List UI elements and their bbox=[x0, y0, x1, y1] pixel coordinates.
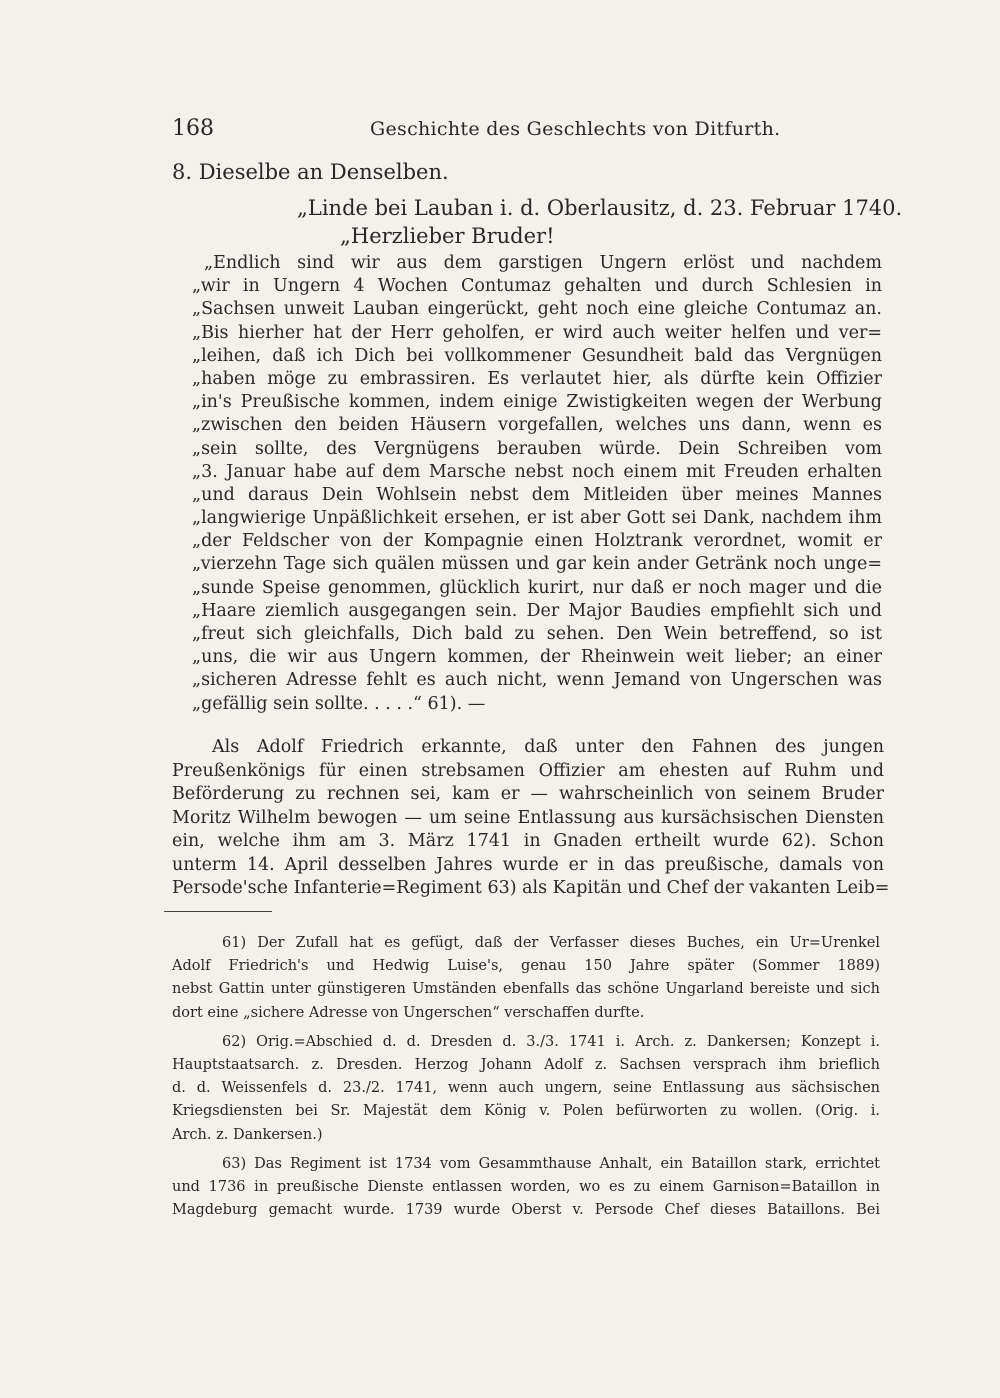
quote-line: „Endlich sind wir aus dem garstigen Ungern erlöst und nachdem bbox=[204, 253, 882, 273]
body-line: ein, welche ihm am 3. März 1741 in Gnaden ertheilt wurde 62). Schon bbox=[172, 831, 884, 851]
quote-line: „vierzehn Tage sich quälen müssen und gar kein ander Getränk noch unge= bbox=[192, 554, 882, 575]
footnotes bbox=[172, 932, 880, 1228]
footnote-line: und 1736 in preußische Dienste entlassen worden, wo es zu einem Garnison=Bataillon in bbox=[172, 1178, 880, 1195]
page-header bbox=[172, 116, 882, 152]
letter-heading: 8. Dieselbe an Denselben. bbox=[172, 160, 449, 184]
quote-line: „langwierige Unpäßlichkeit ersehen, er ist aber Gott sei Dank, nachdem ihm bbox=[192, 508, 882, 529]
quote-line: „Bis hierher hat der Herr geholfen, er wird auch weiter helfen und ver= bbox=[192, 322, 882, 343]
quote-line: „und daraus Dein Wohlsein nebst dem Mitleiden über meines Mannes bbox=[192, 484, 882, 505]
footnote-line: Hauptstaatsarch. z. Dresden. Herzog Johann Adolf z. Sachsen versprach ihm brieflich bbox=[172, 1056, 880, 1073]
letter-quote bbox=[192, 252, 882, 716]
quote-line: „haben möge zu embrassiren. Es verlautet hier, als dürfte kein Offizier bbox=[192, 368, 882, 389]
body-line: Preußenkönigs für einen strebsamen Offizier am ehesten auf Ruhm und bbox=[172, 760, 884, 781]
footnote-62 bbox=[172, 1031, 880, 1147]
quote-line: „der Feldscher von der Kompagnie einen Holztrank verordnet, womit er bbox=[192, 531, 882, 552]
quote-line: „Sachsen unweit Lauban eingerückt, geht noch eine gleiche Contumaz an. bbox=[192, 299, 882, 320]
footnote-line: 63) Das Regiment ist 1734 vom Gesammthause Anhalt, ein Bataillon stark, errichtet bbox=[222, 1155, 880, 1172]
body-line: unterm 14. April desselben Jahres wurde er in das preußische, damals von bbox=[172, 854, 884, 875]
body-paragraph bbox=[172, 736, 890, 901]
quote-line: „freut sich gleichfalls, Dich bald zu sehen. Den Wein betreffend, so ist bbox=[192, 624, 882, 644]
footnote-line: Magdeburg gemacht wurde. 1739 wurde Oberst v. Persode Chef dieses Bataillons. Bei bbox=[172, 1202, 880, 1219]
footnote-line: dort eine „sichere Adresse von Ungerschen“ verschaffen durfte. bbox=[172, 1004, 645, 1021]
footnote-63 bbox=[172, 1153, 880, 1223]
footnote-line: d. d. Weissenfels d. 23./2. 1741, wenn auch ungern, seine Entlassung aus sächsischen bbox=[172, 1080, 880, 1097]
footnote-61 bbox=[172, 932, 880, 1025]
quote-line: „Haare ziemlich ausgegangen sein. Der Major Baudies empfiehlt sich und bbox=[192, 600, 882, 621]
footnote-line: 61) Der Zufall hat es gefügt, daß der Verfasser dieses Buches, ein Ur=Urenkel bbox=[222, 935, 880, 951]
quote-line: „gefällig sein sollte. . . . .“ 61). — bbox=[192, 693, 486, 714]
footnote-line: nebst Gattin unter günstigeren Umständen ebenfalls das schöne Ungarland bereiste und sich bbox=[172, 981, 880, 998]
quote-line: „in's Preußische kommen, indem einige Zwistigkeiten wegen der Werbung bbox=[192, 392, 882, 413]
footnote-line: 62) Orig.=Abschied d. d. Dresden d. 3./3. 1741 i. Arch. z. Dankersen; Konzept i. bbox=[222, 1033, 880, 1050]
letter-salutation: „Herzlieber Bruder! bbox=[340, 224, 555, 248]
quote-line: „3. Januar habe auf dem Marsche nebst noch einem mit Freuden erhalten bbox=[192, 461, 882, 482]
footnote-divider bbox=[164, 911, 272, 912]
running-title: Geschichte des Geschlechts von Ditfurth. bbox=[370, 118, 781, 140]
body-line: Moritz Wilhelm bewogen — um seine Entlassung aus kursächsischen Diensten bbox=[172, 807, 884, 828]
quote-line: „wir in Ungern 4 Wochen Contumaz gehalten und durch Schlesien in bbox=[192, 276, 882, 297]
quote-line: „uns, die wir aus Ungern kommen, der Rheinwein weit lieber; an einer bbox=[192, 647, 882, 668]
body-line: Beförderung zu rechnen sei, kam er — wahrscheinlich von seinem Bruder bbox=[172, 784, 884, 804]
letter-place-date: „Linde bei Lauban i. d. Oberlausitz, d. 23. Februar 1740. bbox=[297, 196, 903, 220]
footnote-line: Arch. z. Dankersen.) bbox=[172, 1126, 323, 1143]
body-line: Persode'sche Infanterie=Regiment 63) als Kapitän und Chef der vakanten Leib= bbox=[172, 878, 890, 898]
footnote-line: Kriegsdiensten bei Sr. Majestät dem König v. Polen befürworten zu wollen. (Orig. i. bbox=[172, 1103, 880, 1120]
quote-line: „sein sollte, des Vergnügens berauben würde. Dein Schreiben vom bbox=[192, 438, 882, 459]
quote-line: „sicheren Adresse fehlt es auch nicht, wenn Jemand von Ungerschen was bbox=[192, 670, 882, 691]
quote-line: „zwischen den beiden Häusern vorgefallen, welches uns dann, wenn es bbox=[192, 415, 882, 436]
page-number: 168 bbox=[172, 116, 214, 141]
body-line: Als Adolf Friedrich erkannte, daß unter den Fahnen des jungen bbox=[212, 737, 884, 757]
quote-line: „sunde Speise genommen, glücklich kurirt, nur daß er noch mager und die bbox=[192, 577, 882, 598]
footnote-line: Adolf Friedrich's und Hedwig Luise's, genau 150 Jahre später (Sommer 1889) bbox=[172, 958, 880, 975]
quote-line: „leihen, daß ich Dich bei vollkommener Gesundheit bald das Vergnügen bbox=[192, 345, 882, 366]
